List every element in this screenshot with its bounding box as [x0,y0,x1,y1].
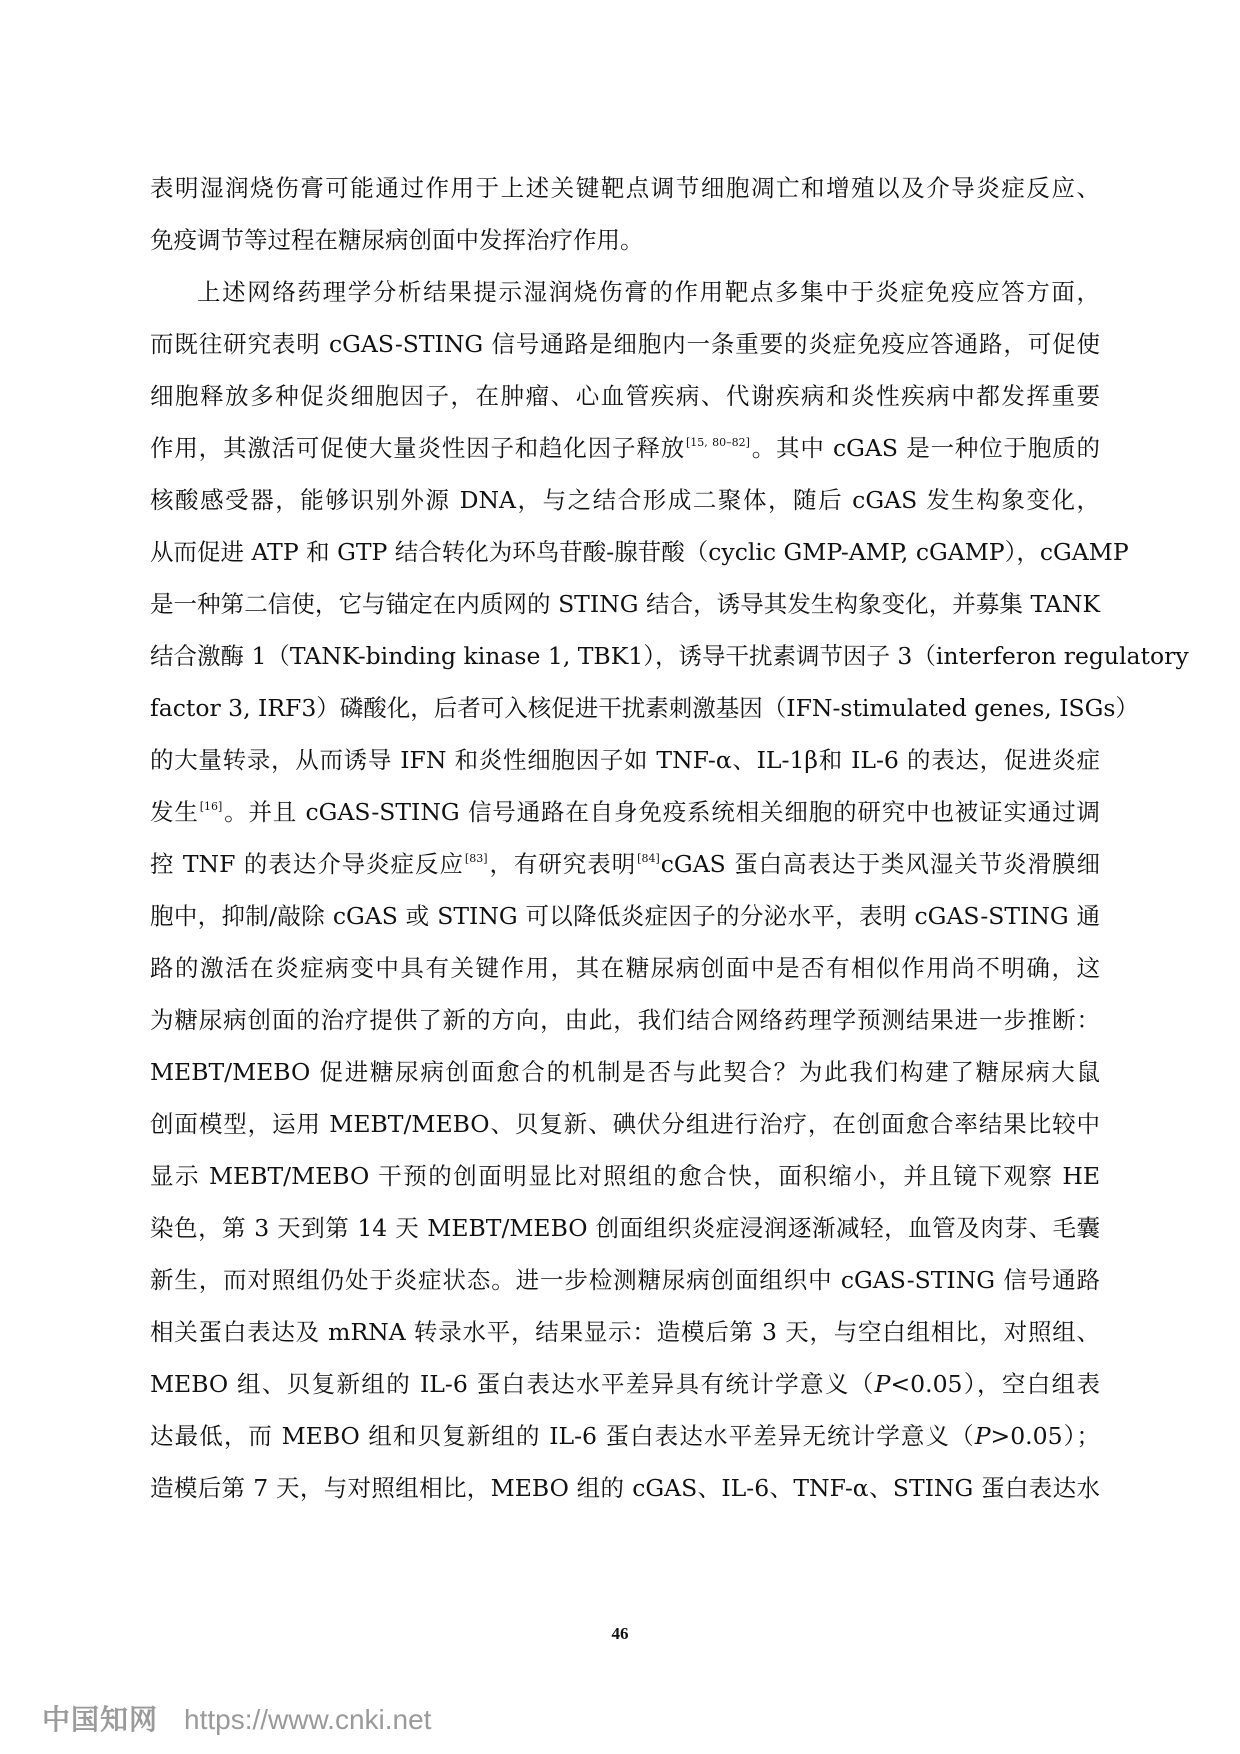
text-line [150,422,1100,474]
text-line: 创面模型，运用 MEBT/MEBO、贝复新、碘伏分组进行治疗，在创面愈合率结果比较中 [150,1110,1100,1138]
p-value-symbol: P [874,1370,891,1398]
text-line: 显示 MEBT/MEBO 干预的创面明显比对照组的愈合快，面积缩小，并且镜下观察 HE [150,1162,1100,1190]
text-line: 的大量转录，从而诱导 IFN 和炎性细胞因子如 TNF-α、IL-1β和 IL-6 的表达，促进炎症 [150,746,1100,774]
text-line [150,786,1100,838]
text-line: 免疫调节等过程在糖尿病创面中发挥治疗作用。 [150,226,644,254]
text-line: 上述网络药理学分析结果提示湿润烧伤膏的作用靶点多集中于炎症免疫应答方面， [197,278,1100,306]
text-segment: <0.05），空白组表 [890,1370,1100,1398]
footer-url: https://www.cnki.net [184,1704,432,1735]
body-text [150,162,1189,1514]
text-line: 结合激酶 1（TANK-binding kinase 1, TBK1），诱导干扰素调节因子 3（interferon regulatory [150,642,1189,670]
text-line: 从而促进 ATP 和 GTP 结合转化为环鸟苷酸-腺苷酸（cyclic GMP-AMP, cGAMP），cGAMP [150,538,1129,566]
text-line [150,838,1100,890]
text-line: 相关蛋白表达及 mRNA 转录水平，结果显示：造模后第 3 天，与空白组相比，对照组、 [150,1318,1100,1346]
text-segment: >0.05）； [990,1422,1100,1450]
text-line: 染色，第 3 天到第 14 天 MEBT/MEBO 创面组织炎症浸润逐渐减轻，血管及肉芽、毛囊 [150,1214,1100,1242]
text-segment: 。并且 cGAS-STING 信号通路在自身免疫系统相关细胞的研究中也被证实通过调 [223,798,1100,826]
text-line: MEBT/MEBO 促进糖尿病创面愈合的机制是否与此契合？为此我们构建了糖尿病大鼠 [150,1058,1100,1086]
citation: [84] [637,852,660,865]
text-line [150,1410,1100,1462]
text-segment: 。其中 cGAS 是一种位于胞质的 [750,434,1100,462]
text-line: 是一种第二信使，它与锚定在内质网的 STING 结合，诱导其发生构象变化，并募集 TANK [150,590,1100,618]
citation: [16] [199,800,223,813]
text-line: 表明湿润烧伤膏可能通过作用于上述关键靶点调节细胞凋亡和增殖以及介导炎症反应、 [150,174,1100,202]
page-number: 46 [611,1624,629,1643]
text-line: 而既往研究表明 cGAS-STING 信号通路是细胞内一条重要的炎症免疫应答通路，可促使 [150,330,1100,358]
text-line: 为糖尿病创面的治疗提供了新的方向，由此，我们结合网络药理学预测结果进一步推断： [150,1006,1100,1034]
text-line: 核酸感受器，能够识别外源 DNA，与之结合形成二聚体，随后 cGAS 发生构象变化， [150,486,1100,514]
text-segment: MEBO 组、贝复新组的 IL-6 蛋白表达水平差异具有统计学意义（ [150,1370,875,1398]
text-line: 造模后第 7 天，与对照组相比，MEBO 组的 cGAS、IL-6、TNF-α、STING 蛋白表达水 [150,1474,1100,1502]
text-segment: cGAS 蛋白高表达于类风湿关节炎滑膜细 [660,850,1101,878]
text-line: 胞中，抑制/敲除 cGAS 或 STING 可以降低炎症因子的分泌水平，表明 cGAS-STING 通 [150,902,1100,930]
text-line: 路的激活在炎症病变中具有关键作用，其在糖尿病创面中是否有相似作用尚不明确，这 [150,954,1100,982]
text-line: 细胞释放多种促炎细胞因子，在肿瘤、心血管疾病、代谢疾病和炎性疾病中都发挥重要 [150,382,1100,410]
citation: [15, 80–82] [686,436,750,449]
text-segment: 控 TNF 的表达介导炎症反应 [150,850,464,878]
text-segment: ，有研究表明 [488,850,637,878]
text-line: factor 3, IRF3）磷酸化，后者可入核促进干扰素刺激基因（IFN-stimulated genes, ISGs） [150,694,1139,722]
text-line: 新生，而对照组仍处于炎症状态。进一步检测糖尿病创面组织中 cGAS-STING 信号通路 [150,1266,1100,1294]
text-segment: 作用，其激活可促使大量炎性因子和趋化因子释放 [150,434,686,462]
text-segment: 达最低，而 MEBO 组和贝复新组的 IL-6 蛋白表达水平差异无统计学意义（ [150,1422,975,1450]
text-segment: 发生 [150,798,199,826]
citation: [83] [464,852,488,865]
text-line [150,1358,1100,1410]
cnki-logo-text: 中国知网 [42,1703,159,1736]
footer-watermark [42,1698,431,1738]
p-value-symbol: P [974,1422,991,1450]
